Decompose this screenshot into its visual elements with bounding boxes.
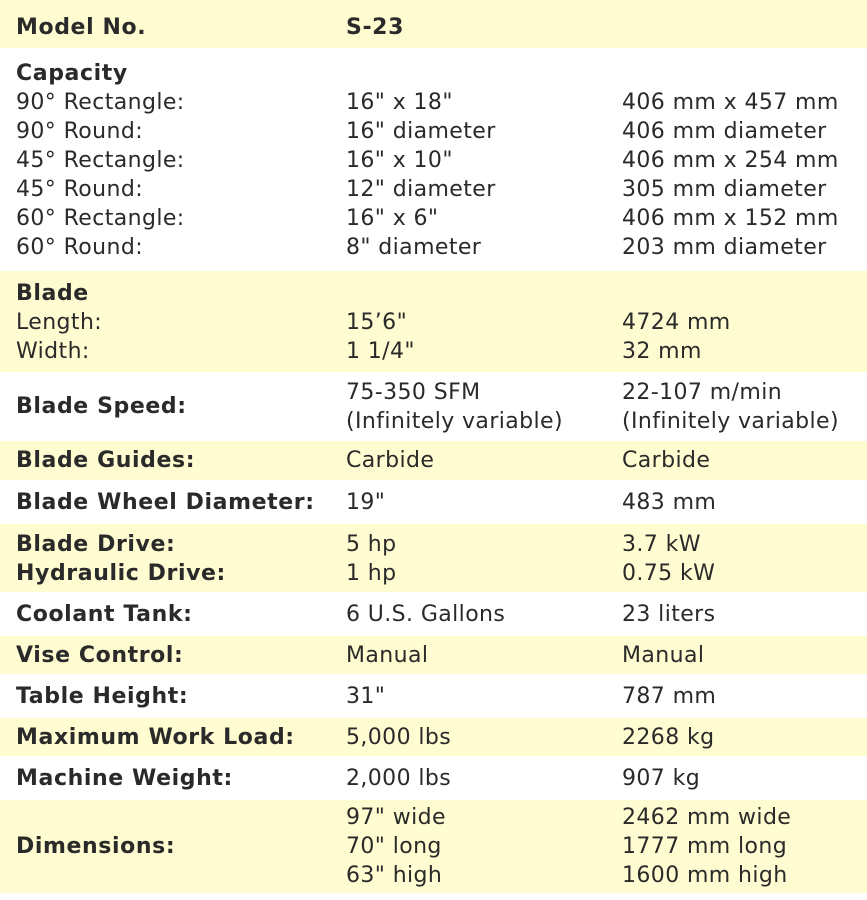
blade-speed-metric-line: (Infinitely variable) bbox=[622, 408, 839, 434]
dimensions-row bbox=[0, 797, 867, 893]
blade-row-0 bbox=[0, 308, 867, 337]
drive-label: Hydraulic Drive: bbox=[16, 561, 226, 586]
capacity-label: 90° Round: bbox=[16, 119, 144, 144]
capacity-row-1 bbox=[0, 117, 867, 146]
drive-label: Blade Drive: bbox=[16, 532, 176, 557]
capacity-label: 60° Round: bbox=[16, 235, 144, 260]
capacity-label: 45° Round: bbox=[16, 177, 144, 202]
wheel-diameter-row bbox=[0, 480, 867, 521]
wheel-diameter-metric: 483 mm bbox=[622, 489, 717, 515]
capacity-metric: 203 mm diameter bbox=[622, 235, 827, 260]
weight-label: Machine Weight: bbox=[16, 765, 233, 791]
capacity-row-0 bbox=[0, 88, 867, 117]
capacity-row-2 bbox=[0, 146, 867, 175]
weight-row bbox=[0, 756, 867, 797]
model-value: S-23 bbox=[346, 14, 404, 40]
drive-metric: 3.7 kW bbox=[622, 532, 701, 557]
blade-imperial: 1 1/4" bbox=[346, 339, 415, 364]
capacity-label: 90° Rectangle: bbox=[16, 90, 185, 115]
blade-guides-metric: Carbide bbox=[622, 448, 711, 473]
dimensions-metric-line: 2462 mm wide bbox=[622, 805, 792, 830]
work-load-row bbox=[0, 715, 867, 756]
capacity-imperial: 16" x 10" bbox=[346, 148, 453, 173]
blade-label: Width: bbox=[16, 339, 90, 364]
dimensions-metric-line: 1777 mm long bbox=[622, 834, 788, 859]
capacity-label: 60° Rectangle: bbox=[16, 206, 185, 231]
capacity-imperial: 12" diameter bbox=[346, 177, 496, 202]
dimensions-imperial-line: 70" long bbox=[346, 834, 442, 859]
dimensions-label: Dimensions: bbox=[16, 834, 176, 859]
work-load-label: Maximum Work Load: bbox=[16, 724, 295, 750]
model-label: Model No. bbox=[16, 14, 147, 40]
drives-section bbox=[0, 521, 867, 592]
capacity-row-3 bbox=[0, 175, 867, 204]
drive-row-0 bbox=[0, 530, 867, 559]
table-height-imperial: 31" bbox=[346, 683, 386, 709]
weight-metric: 907 kg bbox=[622, 765, 701, 791]
table-height-row bbox=[0, 674, 867, 715]
coolant-imperial: 6 U.S. Gallons bbox=[346, 601, 506, 627]
wheel-diameter-label: Blade Wheel Diameter: bbox=[16, 489, 315, 515]
blade-row-1 bbox=[0, 337, 867, 366]
capacity-section bbox=[0, 48, 867, 268]
coolant-label: Coolant Tank: bbox=[16, 601, 193, 627]
vise-label: Vise Control: bbox=[16, 642, 184, 668]
capacity-imperial: 16" x 18" bbox=[346, 90, 453, 115]
capacity-imperial: 16" x 6" bbox=[346, 206, 439, 231]
capacity-row-5 bbox=[0, 233, 867, 262]
capacity-imperial: 8" diameter bbox=[346, 235, 482, 260]
work-load-metric: 2268 kg bbox=[622, 724, 715, 750]
blade-section bbox=[0, 268, 867, 372]
capacity-heading: Capacity bbox=[16, 61, 128, 86]
dimensions-imperial-line: 63" high bbox=[346, 863, 443, 888]
blade-speed-imperial-line: 75-350 SFM bbox=[346, 379, 481, 405]
capacity-imperial: 16" diameter bbox=[346, 119, 496, 144]
blade-guides-label: Blade Guides: bbox=[16, 448, 196, 473]
blade-speed-imperial bbox=[330, 378, 606, 436]
drive-imperial: 5 hp bbox=[346, 532, 397, 557]
blade-imperial: 15’6" bbox=[346, 310, 408, 335]
blade-heading: Blade bbox=[16, 281, 89, 306]
capacity-metric: 305 mm diameter bbox=[622, 177, 827, 202]
drive-row-1 bbox=[0, 559, 867, 588]
wheel-diameter-imperial: 19" bbox=[346, 489, 386, 515]
capacity-metric: 406 mm x 254 mm bbox=[622, 148, 839, 173]
drive-imperial: 1 hp bbox=[346, 561, 397, 586]
dimensions-metric bbox=[606, 803, 867, 890]
dimensions-imperial-line: 97" wide bbox=[346, 805, 446, 830]
vise-metric: Manual bbox=[622, 642, 705, 668]
coolant-metric: 23 liters bbox=[622, 601, 716, 627]
table-height-metric: 787 mm bbox=[622, 683, 717, 709]
blade-guides-imperial: Carbide bbox=[346, 448, 435, 473]
table-height-label: Table Height: bbox=[16, 683, 189, 709]
capacity-metric: 406 mm x 152 mm bbox=[622, 206, 839, 231]
capacity-row-4 bbox=[0, 204, 867, 233]
weight-imperial: 2,000 lbs bbox=[346, 765, 452, 791]
dimensions-metric-line: 1600 mm high bbox=[622, 863, 788, 888]
blade-metric: 32 mm bbox=[622, 339, 702, 364]
blade-speed-metric bbox=[606, 378, 867, 436]
blade-metric: 4724 mm bbox=[622, 310, 731, 335]
blade-speed-metric-line: 22-107 m/min bbox=[622, 379, 783, 405]
drive-metric: 0.75 kW bbox=[622, 561, 716, 586]
coolant-row bbox=[0, 592, 867, 633]
blade-guides-row bbox=[0, 438, 867, 480]
vise-row bbox=[0, 633, 867, 674]
blade-label: Length: bbox=[16, 310, 103, 335]
dimensions-imperial bbox=[330, 803, 606, 890]
blade-speed-row bbox=[0, 372, 867, 438]
vise-imperial: Manual bbox=[346, 642, 429, 668]
capacity-metric: 406 mm diameter bbox=[622, 119, 827, 144]
capacity-metric: 406 mm x 457 mm bbox=[622, 90, 839, 115]
work-load-imperial: 5,000 lbs bbox=[346, 724, 452, 750]
model-row bbox=[0, 0, 867, 48]
capacity-label: 45° Rectangle: bbox=[16, 148, 185, 173]
blade-speed-imperial-line: (Infinitely variable) bbox=[346, 408, 563, 434]
blade-speed-label: Blade Speed: bbox=[16, 394, 187, 419]
